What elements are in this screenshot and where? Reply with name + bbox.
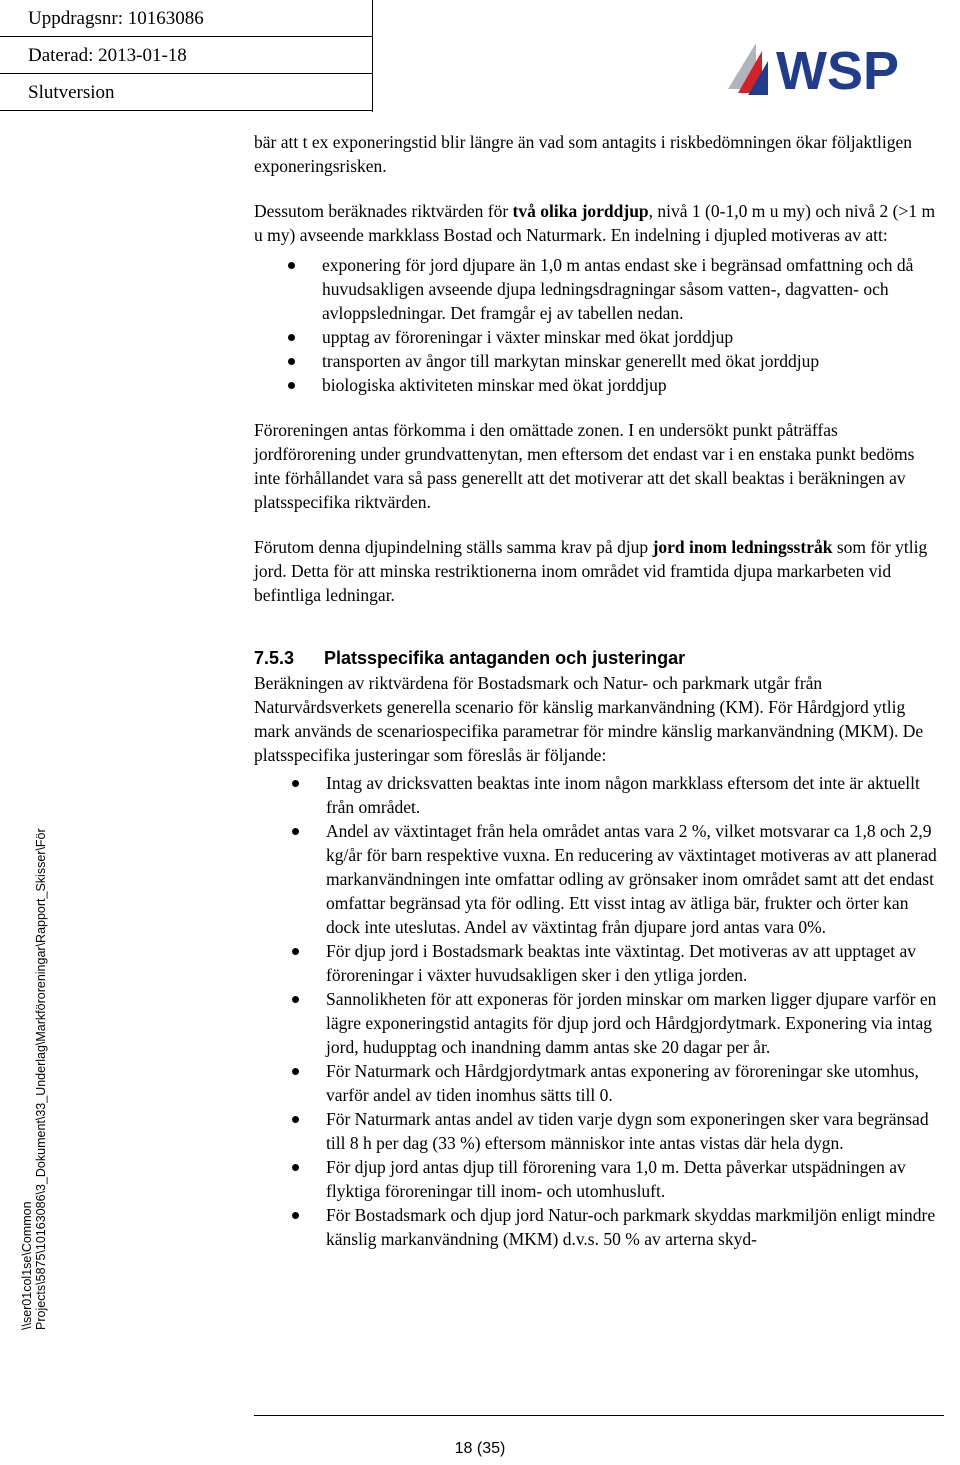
section-intro: Beräkningen av riktvärdena för Bostadsmark och Natur- och parkmark utgår från Naturvårdsverkets generella scenario för känslig markanvändning (KM). För Hårdgjord ytlig mark används de scenariospecifika parametrar för mindre känslig markanvändning (MKM). De platsspecifika justeringar som föreslås är följande: [254, 673, 924, 765]
file-path-line-1: \\ser01col1se\Common [20, 1201, 34, 1330]
list-item: Sannolikheten för att exponeras för jorden minskar om marken ligger djupare varför en lägre exponeringstid antagits för djup jord och Hårdgjordytmark. Exponering via intag jord, hudupptag och inandning damm antas ske 20 dagar per år. [254, 987, 944, 1059]
list-item: För djup jord antas djup till förorening vara 1,0 m. Detta påverkar utspädningen av flyktiga föroreningar till inom- och utomhusluft. [254, 1155, 944, 1203]
paragraph-1: bär att t ex exponeringstid blir längre än vad som antagits i riskbedömningen ökar följaktligen exponeringsrisken. [254, 132, 913, 176]
list-item: transporten av ångor till markytan minskar generellt med ökat jorddjup [254, 349, 944, 373]
bullet-icon [292, 1212, 299, 1219]
page-number: 18 (35) [454, 1440, 506, 1457]
list-item: biologiska aktiviteten minskar med ökat jorddjup [254, 373, 944, 397]
logo-text: WSP [776, 41, 900, 99]
bullet-icon [292, 828, 299, 835]
file-path-sidebar [0, 828, 48, 1330]
bullet-icon [292, 948, 299, 955]
document-body [254, 130, 944, 1272]
bullet-icon [288, 334, 295, 341]
bullet-icon [292, 1164, 299, 1171]
bullet-icon [288, 382, 295, 389]
bullet-icon [288, 358, 295, 365]
depth-reasons-list [254, 253, 944, 397]
document-header [0, 0, 960, 112]
footer-divider [254, 1415, 944, 1416]
file-path-line-2: Projects\5875\10163086\3_Dokument\33_Underlag\Markföroreningar\Rapport_Skisser\För [34, 828, 48, 1330]
bullet-icon [292, 1068, 299, 1075]
adjustments-list [254, 771, 944, 1251]
header-divider [372, 0, 373, 112]
bullet-icon [292, 1116, 299, 1123]
bullet-icon [288, 262, 295, 269]
list-item: För Naturmark antas andel av tiden varje dygn som exponeringen sker vara begränsad till 8 h per dag (33 %) eftersom människor inte antas vistas där hela dygn. [254, 1107, 944, 1155]
version-field: Slutversion [0, 74, 372, 111]
list-item: För Naturmark och Hårdgjordytmark antas exponering av föroreningar ske utomhus, varför andel av tiden inomhus sätts till 0. [254, 1059, 944, 1107]
assignment-number: Uppdragsnr: 10163086 [0, 0, 372, 37]
list-item: Andel av växtintaget från hela området antas vara 2 %, vilket motsvarar ca 1,8 och 2,9 kg/år för barn respektive vuxna. En reducering av växtintaget motiveras av att planerad markanvändningen inte omfattar odling av grönsaker inom området samt att det endast omfattar begränsad yta för odling. Ett visst intag av ätliga bär, frukter och örter kan dock inte uteslutas. Andel av växtintag från djupare jord antas vara 0%. [254, 819, 944, 939]
emphasis-depths: två olika jorddjup [512, 201, 649, 221]
bullet-icon [292, 996, 299, 1003]
emphasis-utility-corridor: jord inom ledningsstråk [652, 537, 833, 557]
list-item: upptag av föroreningar i växter minskar med ökat jorddjup [254, 325, 944, 349]
list-item: Intag av dricksvatten beaktas inte inom någon markklass eftersom det inte är aktuellt från området. [254, 771, 944, 819]
paragraph-2: Dessutom beräknades riktvärden för två olika jorddjup, nivå 1 (0-1,0 m u my) och nivå 2 (>1 m u my) avseende markklass Bostad och Naturmark. En indelning i djupled motiveras av att: [254, 201, 936, 245]
bullet-icon [292, 780, 299, 787]
paragraph-4: Förutom denna djupindelning ställs samma krav på djup jord inom ledningsstråk som för ytlig jord. Detta för att minska restriktionerna inom området vid framtida djupa markarbeten vid befintliga ledningar. [254, 537, 928, 605]
section-heading [254, 645, 944, 671]
list-item: För Bostadsmark och djup jord Natur-och parkmark skyddas markmiljön enligt mindre känslig markanvändning (MKM) d.v.s. 50 % av arterna skyd- [254, 1203, 944, 1251]
list-item: För djup jord i Bostadsmark beaktas inte växtintag. Det motiveras av att upptaget av föroreningar i växter huvudsakligen sker i den ytliga jorden. [254, 939, 944, 987]
list-item: exponering för jord djupare än 1,0 m antas endast ske i begränsad omfattning och då huvudsakligen avseende djupa ledningsdragningar såsom vatten-, dagvatten- och avloppsledningar. Det framgår ej av tabellen nedan. [254, 253, 944, 325]
paragraph-3: Föroreningen antas förkomma i den omättade zonen. I en undersökt punkt påträffas jordförorening under grundvattenytan, men eftersom det endast var i en enstaka punkt bedöms inte förhållandet vara så pass generellt att det motiverar att det skall beaktas i beräkningen av platsspecifika riktvärden. [254, 420, 915, 512]
wsp-logo [722, 37, 932, 99]
section-number: 7.5.3 [254, 648, 295, 668]
date-field: Daterad: 2013-01-18 [0, 37, 372, 74]
section-title: Platsspecifika antaganden och justeringar [324, 648, 686, 668]
